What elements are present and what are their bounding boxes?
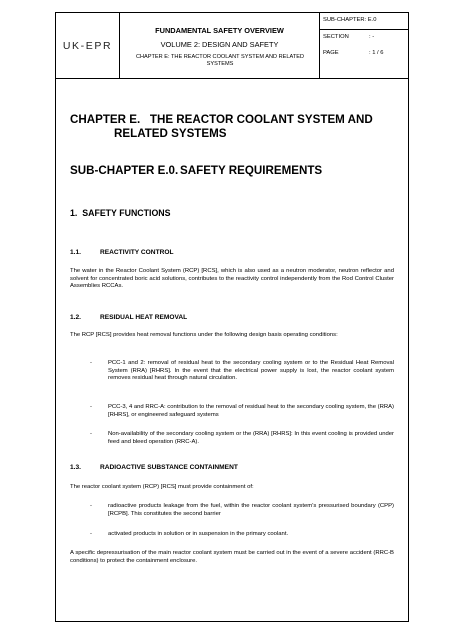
section-heading-safety-functions: 1. SAFETY FUNCTIONS <box>70 208 171 218</box>
section-number: 1.2. <box>70 314 81 321</box>
subchapter-title: SAFETY REQUIREMENTS <box>180 164 323 177</box>
meta-divider <box>320 29 408 30</box>
section-number: 1.1. <box>70 249 81 256</box>
list-item-text: Non-availability of the secondary cooling system or the (RRA) [RHRS]: In this event cooling is provided under feed and bleed operation (RRC-A). <box>108 431 394 445</box>
header-meta-cell <box>320 13 408 78</box>
list-item-text: activated products in solution or in suspension in the primary coolant. <box>108 531 289 537</box>
header-title-cell <box>120 13 320 78</box>
section-number: 1.3. <box>70 464 81 471</box>
chapter-title-line-1: CHAPTER E. THE REACTOR COOLANT SYSTEM AND <box>70 113 373 126</box>
list-item-text: PCC-1 and 2: removal of residual heat to the secondary cooling system or to the Residual Heat Removal System (RRA) [RHRS]. In the event that the electrical power supply is lost, the reactor coolant system removes residual heat through natural circulation. <box>108 360 394 382</box>
list-item <box>90 404 394 419</box>
section-title: RADIOACTIVE SUBSTANCE CONTAINMENT <box>100 464 238 471</box>
containment-intro: The reactor coolant system (RCP) [RCS] must provide containment of: <box>70 484 254 490</box>
page-label: PAGE <box>323 50 339 56</box>
chapter-header-line: CHAPTER E: THE REACTOR COOLANT SYSTEM AND RELATED SYSTEMS <box>135 54 305 67</box>
document-title: FUNDAMENTAL SAFETY OVERVIEW <box>155 26 284 35</box>
subchapter-number: SUB-CHAPTER E.0. <box>70 164 179 177</box>
section-heading-reactivity-control <box>70 249 174 256</box>
section-heading-residual-heat-removal <box>70 314 187 321</box>
list-item <box>90 531 394 539</box>
uk-epr-logo: UK-EPR <box>62 39 113 52</box>
list-item-text: radioactive products leakage from the fuel, within the reactor coolant system’s pressurised boundary (CPP) [RCPB]. This constitutes the second barrier <box>108 503 394 517</box>
list-item <box>90 503 394 518</box>
subchapter-heading <box>70 164 323 177</box>
list-item <box>90 360 394 383</box>
residual-heat-intro: The RCP [RCS] provides heat removal functions under the following design basis operating conditions: <box>70 332 338 338</box>
document-page <box>55 12 409 622</box>
list-item <box>90 431 394 446</box>
section-title: REACTIVITY CONTROL <box>100 249 174 256</box>
list-item-text: PCC-3, 4 and RRC-A: contribution to the removal of residual heat to the secondary cooling system, the (RRA) [RHRS], or engineered safeguard systems <box>108 404 394 418</box>
section-value: : - <box>369 34 375 40</box>
bullet-dash: - <box>90 360 92 366</box>
containment-closing: A specific depressurisation of the main reactor coolant system must be carried out in the event of a severe accident (RRC-B conditions) to protect the containment enclosure. <box>70 550 394 564</box>
volume-title: VOLUME 2: DESIGN AND SAFETY <box>160 40 279 49</box>
section-heading-radioactive-substance-containment <box>70 464 238 471</box>
bullet-dash: - <box>90 531 92 537</box>
page-number: : 1 / 6 <box>369 50 384 56</box>
section-title: RESIDUAL HEAT REMOVAL <box>100 314 188 321</box>
reactivity-control-text: The water in the Reactor Coolant System (RCP) [RCS], which is also used as a neutron moderator, neutron reflector and solvent for concentrated boric acid solutions, contributes to the reactivity control independently from the Rod Control Cluster Assemblies RCCAs. <box>70 268 394 290</box>
bullet-dash: - <box>90 431 92 437</box>
page-header <box>56 13 408 79</box>
chapter-title-line-2: RELATED SYSTEMS <box>114 127 227 140</box>
bullet-dash: - <box>90 404 92 410</box>
logo-cell <box>56 13 120 78</box>
subchapter-meta: SUB-CHAPTER: E.0 <box>323 17 377 23</box>
bullet-dash: - <box>90 503 92 509</box>
chapter-title <box>70 113 400 141</box>
section-label: SECTION <box>323 34 349 40</box>
